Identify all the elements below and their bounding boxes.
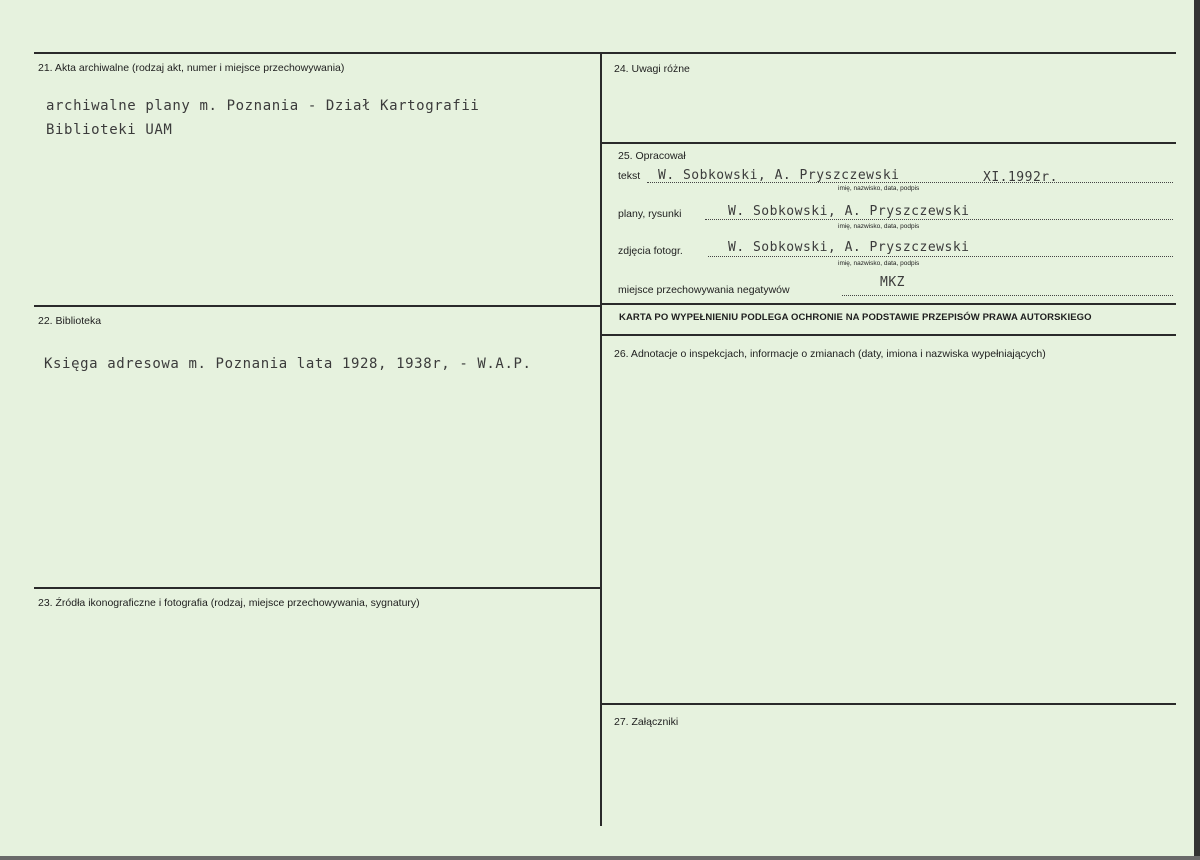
section-22-line-1: Księga adresowa m. Poznania lata 1928, 1938r, - W.A.P.: [44, 356, 532, 372]
section-22-label: 22. Biblioteka: [38, 315, 102, 327]
scan-edge-bottom: [0, 856, 1200, 860]
zdjecia-label: zdjęcia fotogr.: [618, 245, 683, 257]
section-21-line-1: archiwalne plany m. Poznania - Dział Kartografii: [46, 98, 480, 114]
tekst-date: XI.1992r.: [983, 170, 1058, 185]
negatywy-label: miejsce przechowywania negatywów: [618, 284, 790, 296]
plany-dotted-line: [705, 219, 1173, 220]
section-21-line-2: Biblioteki UAM: [46, 122, 173, 138]
tekst-value: W. Sobkowski, A. Pryszczewski: [658, 168, 900, 183]
plany-caption: imię, nazwisko, data, podpis: [838, 223, 920, 230]
negatywy-value: MKZ: [880, 275, 905, 290]
zdjecia-value: W. Sobkowski, A. Pryszczewski: [728, 240, 970, 255]
section-25-label: 25. Opracował: [618, 150, 686, 162]
tekst-label: tekst: [618, 170, 641, 182]
copyright-notice: KARTA PO WYPEŁNIENIU PODLEGA OCHRONIE NA PODSTAWIE PRZEPISÓW PRAWA AUTORSKIEGO: [619, 312, 1092, 323]
section-21-label: 21. Akta archiwalne (rodzaj akt, numer i miejsce przechowywania): [38, 62, 345, 74]
rule-24-25: [601, 142, 1176, 144]
plany-label: plany, rysunki: [618, 208, 682, 220]
section-23-label: 23. Źródła ikonograficzne i fotografia (rodzaj, miejsce przechowywania, sygnatury): [38, 597, 420, 609]
section-26-label: 26. Adnotacje o inspekcjach, informacje o zmianach (daty, imiona i nazwiska wypełniających): [614, 348, 1046, 360]
scan-edge-right: [1194, 0, 1200, 860]
rule-21-22: [34, 305, 601, 307]
tekst-caption: imię, nazwisko, data, podpis: [838, 185, 920, 192]
center-divider: [600, 52, 602, 826]
rule-25-notice: [601, 303, 1176, 305]
section-24-label: 24. Uwagi różne: [614, 63, 690, 75]
section-27-label: 27. Załączniki: [614, 716, 679, 728]
rule-22-23: [34, 587, 601, 589]
negatywy-dotted-line: [842, 295, 1173, 296]
plany-value: W. Sobkowski, A. Pryszczewski: [728, 204, 970, 219]
rule-26-27: [601, 703, 1176, 705]
zdjecia-caption: imię, nazwisko, data, podpis: [838, 260, 920, 267]
rule-notice-26: [601, 334, 1176, 336]
zdjecia-dotted-line: [708, 256, 1173, 257]
top-rule: [34, 52, 1176, 54]
